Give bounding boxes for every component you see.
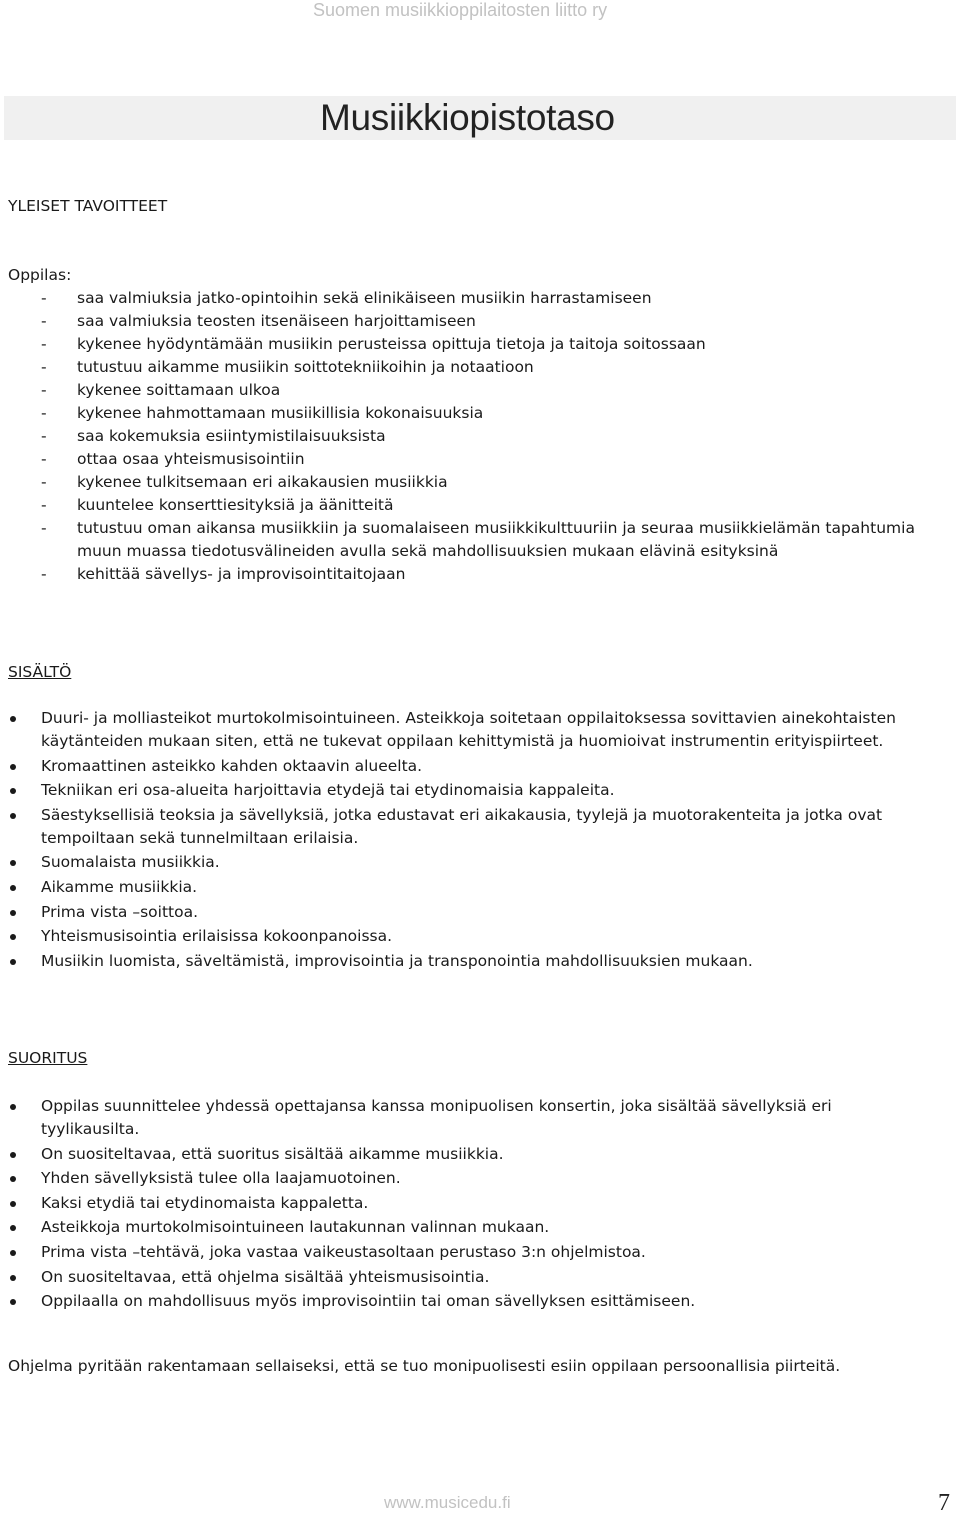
list-item [8, 876, 928, 899]
bullet-icon [10, 1225, 16, 1231]
list-item: - saa valmiuksia teosten itsenäiseen harjoittamiseen [41, 312, 476, 330]
list-item: - saa valmiuksia jatko-opintoihin sekä elinikäiseen musiikin harrastamiseen [41, 289, 652, 307]
list-item [8, 1167, 928, 1190]
list-item-text: kykenee tulkitsemaan eri aikakausien musiikkia [77, 473, 448, 491]
list-item-text: Suomalaista musiikkia. [41, 853, 220, 872]
goals-heading: YLEISET TAVOITTEET [8, 197, 168, 215]
list-item [8, 1266, 928, 1289]
closing-paragraph: Ohjelma pyritään rakentamaan sellaiseksi, että se tuo monipuolisesti esiin oppilaan persoonallisia piirteitä. [8, 1357, 841, 1375]
goals-intro: Oppilas: [8, 266, 72, 284]
performance-list [8, 1095, 928, 1315]
bullet-icon [10, 910, 16, 916]
list-item-text: Kromaattinen asteikko kahden oktaavin alueelta. [41, 756, 423, 775]
bullet-icon [10, 1201, 16, 1207]
bullet-icon [10, 1176, 16, 1182]
bullet-icon [10, 1250, 16, 1256]
bullet-icon [10, 860, 16, 866]
list-item [8, 779, 928, 802]
bullet-icon [10, 959, 16, 965]
list-item [8, 1095, 928, 1141]
list-item-text: tutustuu aikamme musiikin soittotekniikoihin ja notaatioon [77, 358, 534, 376]
list-item-text: ottaa osaa yhteismusisointiin [77, 450, 305, 468]
list-item-text: tutustuu oman aikansa musiikkiin ja suomalaiseen musiikkikulttuuriin ja seuraa musiikkielämän tapahtumia muun muassa tiedotusvälineiden avulla sekä mahdollisuuksien mukaan elävinä esityksinä [77, 519, 915, 560]
list-item [8, 925, 928, 948]
list-item [8, 851, 928, 874]
page-number: 7 [938, 1490, 950, 1516]
list-item-text: kuuntelee konserttiesityksiä ja äänitteitä [77, 496, 394, 514]
list-item-text: kykenee hyödyntämään musiikin perusteissa opittuja tietoja ja taitoja soitossaan [77, 335, 706, 353]
list-item-text: saa valmiuksia jatko-opintoihin sekä elinikäiseen musiikin harrastamiseen [77, 289, 652, 307]
list-item [8, 755, 928, 778]
list-item: - kykenee soittamaan ulkoa [41, 381, 281, 399]
list-item-text: Prima vista –tehtävä, joka vastaa vaikeustasoltaan perustaso 3:n ohjelmistoa. [41, 1242, 646, 1261]
list-item-text: On suositeltavaa, että ohjelma sisältää yhteismusisointia. [41, 1267, 490, 1286]
list-item [8, 1143, 928, 1166]
list-item [8, 1290, 928, 1313]
list-item: - kuuntelee konserttiesityksiä ja äänitteitä [41, 496, 394, 514]
list-item-text: saa kokemuksia esiintymistilaisuuksista [77, 427, 386, 445]
list-item-text: Yhden sävellyksistä tulee olla laajamuotoinen. [41, 1169, 401, 1188]
bullet-icon [10, 885, 16, 891]
list-item [8, 1192, 928, 1215]
list-item-text: Säestyksellisiä teoksia ja sävellyksiä, jotka edustavat eri aikakausia, tyylejä ja muotorakenteita ja jotka ovat tempoiltaan sekä tunnelmiltaan erilaisia. [41, 805, 883, 847]
list-item: - kykenee tulkitsemaan eri aikakausien musiikkia [41, 473, 448, 491]
bullet-icon [10, 1275, 16, 1281]
list-item-text: saa valmiuksia teosten itsenäiseen harjoittamiseen [77, 312, 476, 330]
list-item-text: Oppilas suunnittelee yhdessä opettajansa kanssa monipuolisen konsertin, joka sisältää sävellyksiä eri tyylikausilta. [41, 1097, 832, 1138]
list-item [8, 1216, 928, 1239]
list-item: - kykenee hahmottamaan musiikillisia kokonaisuuksia [41, 404, 484, 422]
bullet-icon [10, 764, 16, 770]
list-item [8, 1241, 928, 1264]
list-item-text: Yhteismusisointia erilaisissa kokoonpanoissa. [41, 927, 393, 946]
bullet-icon [10, 1152, 16, 1158]
content-list [8, 707, 928, 974]
footer-url: www.musicedu.fi [384, 1493, 511, 1512]
bullet-icon [10, 716, 16, 722]
list-item: - kehittää sävellys- ja improvisointitaitojaan [41, 565, 406, 583]
bullet-icon [10, 934, 16, 940]
goals-list [8, 287, 938, 586]
list-item [8, 901, 928, 924]
list-item-text: kykenee soittamaan ulkoa [77, 381, 281, 399]
list-item-text: Oppilaalla on mahdollisuus myös improvisointiin tai oman sävellyksen esittämiseen. [41, 1292, 696, 1311]
organization-header: Suomen musiikkioppilaitosten liitto ry [313, 0, 608, 20]
list-item-text: Duuri- ja molliasteikot murtokolmisointuineen. Asteikkoja soitetaan oppilaitoksessa sovittavien ainekohtaisten käytänteiden mukaan siten, että ne tukevat oppilaan kehittymistä ja huomioivat instrumentin erityispiirteet. [41, 709, 896, 750]
bullet-icon [10, 813, 16, 819]
list-item-text: On suositeltavaa, että suoritus sisältää aikamme musiikkia. [41, 1144, 504, 1163]
list-item-text: Aikamme musiikkia. [41, 877, 198, 896]
list-item: - tutustuu oman aikansa musiikkiin ja suomalaiseen musiikkikulttuuriin ja seuraa musiikkielämän tapahtumia muun muassa tiedotusvälineiden avulla sekä mahdollisuuksien mukaan elävinä esityksinä [41, 519, 915, 560]
performance-heading: SUORITUS [8, 1049, 88, 1067]
list-item: - tutustuu aikamme musiikin soittotekniikoihin ja notaatioon [41, 358, 534, 376]
content-heading: SISÄLTÖ [8, 663, 72, 681]
list-item-text: Tekniikan eri osa-alueita harjoittavia etydejä tai etydinomaisia kappaleita. [41, 781, 615, 800]
list-item [8, 950, 928, 973]
bullet-icon [10, 1299, 16, 1305]
list-item-text: Kaksi etydiä tai etydinomaista kappaletta. [41, 1193, 369, 1212]
list-item-text: kehittää sävellys- ja improvisointitaitojaan [77, 565, 406, 583]
list-item-text: Prima vista –soittoa. [41, 902, 199, 921]
list-item-text: Asteikkoja murtokolmisointuineen lautakunnan valinnan mukaan. [41, 1218, 550, 1237]
list-item [8, 707, 928, 753]
list-item-text: Musiikin luomista, säveltämistä, improvisointia ja transponointia mahdollisuuksien mukaan. [41, 951, 753, 970]
list-item-text: kykenee hahmottamaan musiikillisia kokonaisuuksia [77, 404, 484, 422]
list-item: - saa kokemuksia esiintymistilaisuuksista [41, 427, 386, 445]
bullet-icon [10, 788, 16, 794]
list-item: - kykenee hyödyntämään musiikin perusteissa opittuja tietoja ja taitoja soitossaan [41, 335, 706, 353]
page-title: Musiikkiopistotaso [320, 97, 615, 138]
list-item: - ottaa osaa yhteismusisointiin [41, 450, 305, 468]
list-item [8, 804, 928, 850]
bullet-icon [10, 1104, 16, 1110]
